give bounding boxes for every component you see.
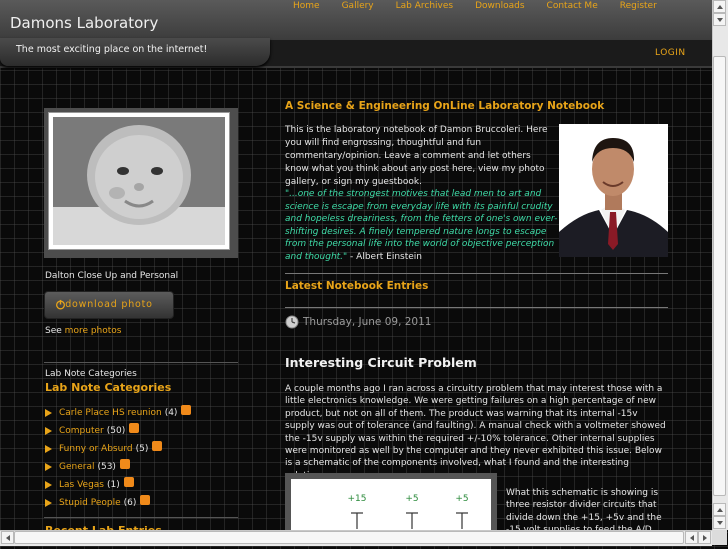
power-icon xyxy=(55,299,66,310)
category-link[interactable]: Las Vegas xyxy=(59,480,104,490)
category-item xyxy=(45,476,191,494)
quote-attribution: - Albert Einstein xyxy=(347,251,423,262)
nav-home[interactable]: Home xyxy=(293,1,320,11)
chevron-down-icon xyxy=(717,18,723,22)
categories-heading-small: Lab Note Categories xyxy=(45,369,137,379)
nav-lab-archives[interactable]: Lab Archives xyxy=(395,1,454,11)
schematic-label: +5 xyxy=(405,494,419,504)
category-list xyxy=(45,404,191,512)
scroll-down-button[interactable] xyxy=(713,13,726,26)
schematic-description: What this schematic is showing is three resistor divider circuits that divide down the +15, +5v and the xyxy=(506,488,662,523)
category-count: (1) xyxy=(107,480,120,490)
scrollbar-corner xyxy=(712,530,727,545)
schematic-label: +15 xyxy=(347,494,367,504)
nav-downloads[interactable]: Downloads xyxy=(475,1,525,11)
content-divider xyxy=(285,273,668,274)
category-item xyxy=(45,440,191,458)
scroll-down-button[interactable] xyxy=(713,516,726,529)
page-title: A Science & Engineering OnLine Laboratory Notebook xyxy=(285,100,605,112)
arrow-bullet-icon xyxy=(45,409,52,417)
scroll-up-button[interactable] xyxy=(713,0,726,13)
arrow-bullet-icon xyxy=(45,481,52,489)
arrow-bullet-icon xyxy=(45,463,52,471)
photo-caption: Dalton Close Up and Personal xyxy=(45,271,179,281)
rss-icon[interactable] xyxy=(124,477,134,487)
category-item xyxy=(45,404,191,422)
category-item xyxy=(45,494,191,512)
clock-icon xyxy=(285,315,299,329)
baby-photo xyxy=(48,112,230,250)
rss-icon[interactable] xyxy=(181,405,191,415)
chevron-right-icon xyxy=(703,535,707,541)
nav-gallery[interactable]: Gallery xyxy=(341,1,374,11)
scroll-up-button[interactable] xyxy=(713,503,726,516)
chevron-left-icon xyxy=(6,535,10,541)
nav-contact-me[interactable]: Contact Me xyxy=(546,1,598,11)
intro-text: This is the laboratory notebook of Damon Bruccoleri. Here you will find engrossing, thoughtful and fun commentary/opinion. Leave a comment and let others know what you think about any post here, view my photo gallery, or sign my guestbook. xyxy=(285,125,548,187)
horizontal-scroll-thumb[interactable] xyxy=(14,531,684,544)
category-link[interactable]: Computer xyxy=(59,426,104,436)
site-title[interactable]: Damons Laboratory xyxy=(10,14,159,32)
post-title[interactable]: Interesting Circuit Problem xyxy=(285,355,477,370)
sidebar-divider xyxy=(44,517,238,518)
category-item xyxy=(45,422,191,440)
download-photo-button[interactable] xyxy=(44,291,174,319)
more-photos-link[interactable]: more photos xyxy=(64,326,122,336)
category-link[interactable]: General xyxy=(59,462,95,472)
scroll-left-button[interactable] xyxy=(1,531,14,544)
nav-register[interactable]: Register xyxy=(619,1,657,11)
post-date-row xyxy=(285,315,431,329)
category-item xyxy=(45,458,191,476)
vertical-scroll-thumb[interactable] xyxy=(713,56,726,496)
categories-heading: Lab Note Categories xyxy=(45,381,172,394)
arrow-bullet-icon xyxy=(45,499,52,507)
quote-text: "...one of the strongest motives that lead men to art and science is escape from everyday life with its painful crudity and hopeless dreariness, from the fetters of one's own ever-shifting desires. A finely tempered nature longs to escape from the personal life into the world of objective perception and thought." xyxy=(285,189,558,262)
rss-icon[interactable] xyxy=(152,441,162,451)
see-more-photos xyxy=(45,326,122,336)
latest-entries-heading: Latest Notebook Entries xyxy=(285,280,429,292)
top-nav xyxy=(293,0,679,14)
see-prefix: See xyxy=(45,326,62,336)
sidebar-divider xyxy=(44,362,238,363)
category-link[interactable]: Stupid People xyxy=(59,498,121,508)
post-date: Thursday, June 09, 2011 xyxy=(303,316,432,328)
rss-icon[interactable] xyxy=(129,423,139,433)
download-photo-label: download photo xyxy=(65,299,153,310)
author-portrait xyxy=(559,124,668,257)
scroll-right-button[interactable] xyxy=(698,531,711,544)
post-body: A couple months ago I ran across a circuitry problem that may interest those with a little electronics knowledge. We were getting failures on a high percentage of new product, but not on all of them. The product was warning that its internal -15v supply was out of tolerance (and faulting). A manual check with a voltmeter showed the -15v supply was within the required +/-10% tolerance. Other internal supplies were monitored as well by the computer and they never exhibited this issue. Below is a schematic of the components involved, what I found and the interesting xyxy=(285,384,666,469)
category-count: (4) xyxy=(164,408,178,418)
category-count: (53) xyxy=(97,462,116,472)
arrow-bullet-icon xyxy=(45,427,52,435)
featured-photo[interactable] xyxy=(44,108,238,258)
content-divider xyxy=(285,307,668,308)
category-link[interactable]: Funny or Absurd xyxy=(59,444,133,454)
chevron-down-icon xyxy=(717,521,723,525)
category-link[interactable]: Carle Place HS reunion xyxy=(59,408,162,418)
category-count: (50) xyxy=(106,426,126,436)
chevron-up-icon xyxy=(717,5,723,9)
tagline: The most exciting place on the internet! xyxy=(16,44,208,55)
category-count: (5) xyxy=(135,444,149,454)
category-count: (6) xyxy=(123,498,137,508)
scroll-left-button[interactable] xyxy=(685,531,698,544)
rss-icon[interactable] xyxy=(120,459,130,469)
login-link[interactable]: LOGIN xyxy=(655,48,686,58)
chevron-up-icon xyxy=(717,508,723,512)
schematic-label: +5 xyxy=(455,494,469,504)
arrow-bullet-icon xyxy=(45,445,52,453)
einstein-quote xyxy=(285,188,559,263)
rss-icon[interactable] xyxy=(140,495,150,505)
chevron-left-icon xyxy=(690,535,694,541)
